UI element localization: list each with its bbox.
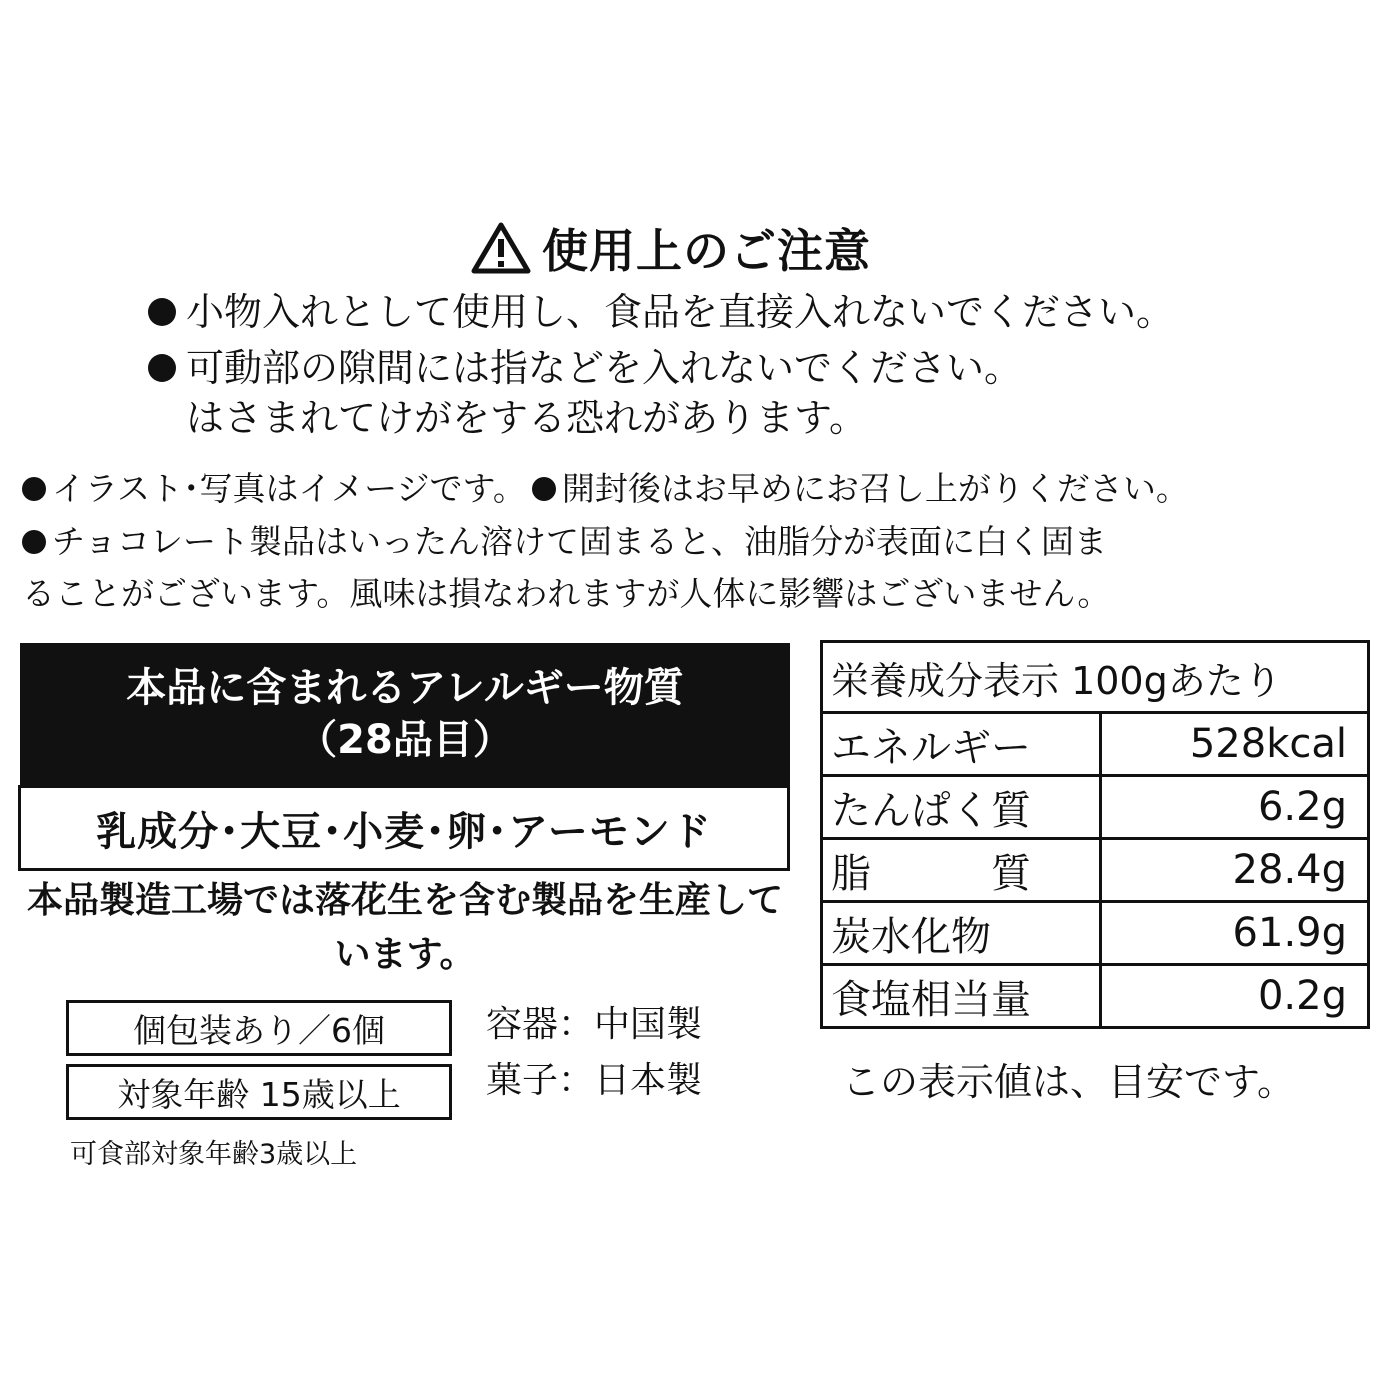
sweets-origin: 菓子：日本製 xyxy=(486,1060,703,1101)
bullet-icon xyxy=(22,530,46,554)
nutrient-value: 0.2g xyxy=(1101,965,1369,1028)
bullet-icon xyxy=(148,354,176,382)
caution-text: 小物入れとして使用し、食品を直接入れないでください。 xyxy=(186,290,1175,334)
illustration-note: イラスト･写真はイメージです。 xyxy=(52,469,526,508)
nutrient-label: たんぱく質 xyxy=(822,776,1101,839)
caution-title-text: 使用上のご注意 xyxy=(542,224,871,278)
nutrition-table xyxy=(820,640,1370,1029)
table-row xyxy=(822,713,1369,776)
caution-line xyxy=(148,287,1174,337)
caution-text: 可動部の隙間には指などを入れないでください。 xyxy=(186,346,1023,390)
target-age-label: 対象年齢 15歳以上 xyxy=(66,1064,452,1120)
edible-age-label: 可食部対象年齢3歳以上 xyxy=(70,1139,358,1170)
factory-note: 本品製造工場では落花生を含む製品を生産しています。 xyxy=(26,880,783,975)
bullet-icon xyxy=(148,298,176,326)
caution-text: はさまれてけがをする恐れがあります。 xyxy=(186,396,867,440)
nutrient-label: 食塩相当量 xyxy=(822,965,1101,1028)
caution-line xyxy=(148,343,1022,393)
caution-heading xyxy=(470,218,871,278)
nutrient-value: 528kcal xyxy=(1101,713,1369,776)
bullet-icon xyxy=(22,477,46,501)
notes-line xyxy=(22,518,1107,566)
notes-line xyxy=(22,465,1189,513)
allergy-items: 乳成分･大豆･小麦･卵･アーモンド xyxy=(18,785,790,871)
nutrient-value: 61.9g xyxy=(1101,902,1369,965)
allergy-title: 本品に含まれるアレルギー物質 xyxy=(126,665,684,711)
nutrient-label: 脂 質 xyxy=(822,839,1101,902)
table-row xyxy=(822,839,1369,902)
chocolate-note-continued: ることがございます。風味は損なわれますが人体に影響はございません。 xyxy=(22,574,1111,613)
allergy-header xyxy=(20,643,790,785)
chocolate-note: チョコレート製品はいったん溶けて固まると、油脂分が表面に白く固ま xyxy=(52,522,1108,561)
nutrient-label: 炭水化物 xyxy=(822,902,1101,965)
nutrient-value: 6.2g xyxy=(1101,776,1369,839)
after-opening-note: 開封後はお早めにお召し上がりください。 xyxy=(561,469,1189,508)
table-row xyxy=(822,965,1369,1028)
nutrition-footnote: この表示値は、目安です。 xyxy=(842,1060,1295,1104)
container-origin: 容器：中国製 xyxy=(486,1004,703,1045)
nutrition-header-row xyxy=(822,642,1369,713)
warning-triangle-icon xyxy=(470,221,532,275)
bullet-icon xyxy=(532,477,556,501)
nutrition-header: 栄養成分表示 100gあたり xyxy=(822,642,1369,713)
table-row xyxy=(822,776,1369,839)
individual-pack-label: 個包装あり／6個 xyxy=(66,1000,452,1056)
table-row xyxy=(822,902,1369,965)
allergy-count: （28品目） xyxy=(297,717,513,763)
nutrient-value: 28.4g xyxy=(1101,839,1369,902)
nutrient-label: エネルギー xyxy=(822,713,1101,776)
